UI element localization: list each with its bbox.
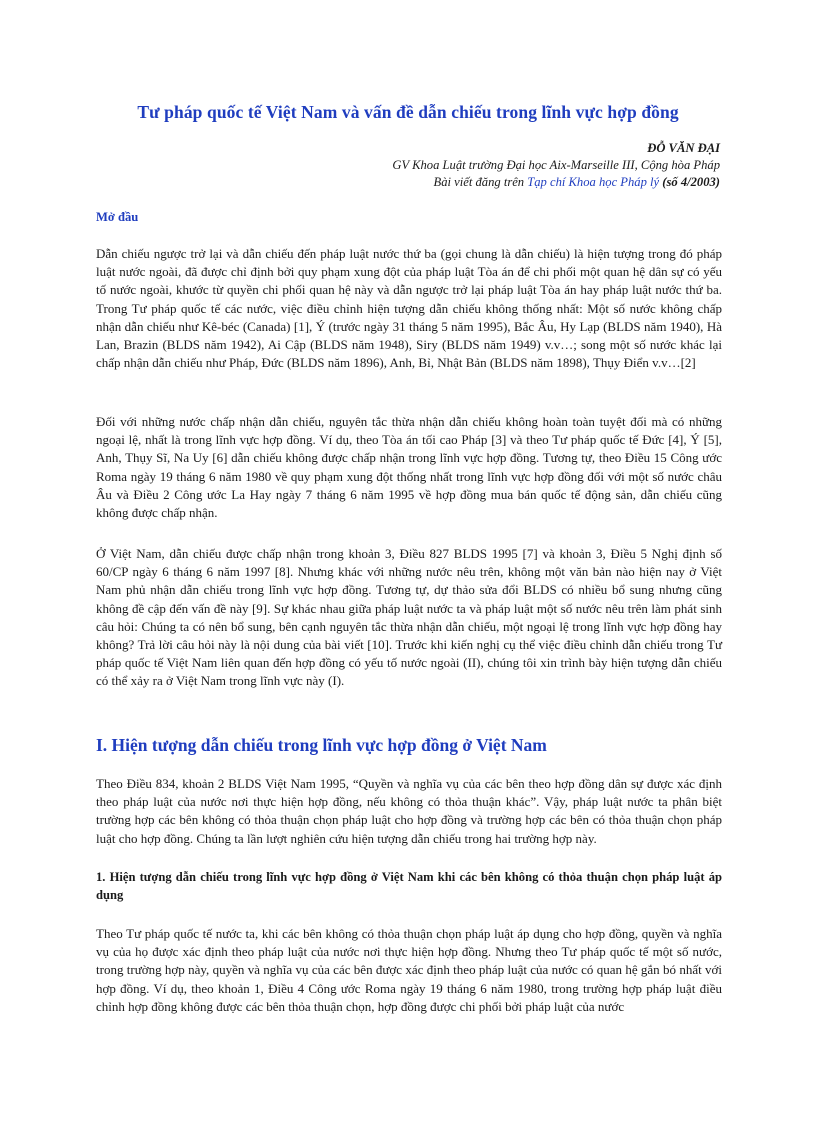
subsection-1-heading: 1. Hiện tượng dẫn chiếu trong lĩnh vực hợp đồng ở Việt Nam khi các bên không có thỏa thuận chọn pháp luật áp dụng bbox=[96, 870, 722, 902]
subsection-1-paragraph: Theo Tư pháp quốc tế nước ta, khi các bên không có thỏa thuận chọn pháp luật áp dụng cho hợp đồng, quyền và nghĩa vụ của họ được xác định theo pháp luật của nước nơi thực hiện hợp đồng. Nhưng theo Tư pháp quốc tế một số nước, trong trường hợp này, quyền và nghĩa vụ của các bên được xác định theo pháp luật của nước có quan hệ gắn bó nhất với hợp đồng. Ví dụ, theo khoản 1, Điều 4 Công ước Roma ngày 19 tháng 6 năm 1980, trong trường hợp pháp luật điều chỉnh hợp đồng không được các bên thỏa thuận chọn, hợp đồng được chi phối bởi pháp luật của nước bbox=[96, 926, 722, 1014]
intro-paragraph-2: Đối với những nước chấp nhận dẫn chiếu, nguyên tắc thừa nhận dẫn chiếu không hoàn toàn tuyệt đối mà có những ngoại lệ, nhất là trong lĩnh vực hợp đồng. Ví dụ, theo Tòa án tối cao Pháp [3] và theo Tư pháp quốc tế Đức [4], Ý [5], Anh, Thụy Sĩ, Na Uy [6] dẫn chiếu không được chấp nhận trong lĩnh vực hợp đồng. Tương tự, theo Điều 15 Công ước Roma ngày 19 tháng 6 năm 1980 về quy phạm xung đột thống nhất trong lĩnh vực hợp đồng đối với một số nước châu Âu và Điều 2 Công ước La Hay ngày 7 tháng 6 năm 1995 về hợp đồng mua bán quốc tế động sản, dẫn chiếu cũng không được chấp nhận. bbox=[96, 414, 722, 521]
source-prefix: Bài viết đăng trên bbox=[433, 175, 528, 189]
source-journal: Tạp chí Khoa học Pháp lý bbox=[527, 175, 660, 189]
byline bbox=[200, 140, 720, 191]
intro-paragraph-1: Dẫn chiếu ngược trở lại và dẫn chiếu đến pháp luật nước thứ ba (gọi chung là dẫn chiếu) là hiện tượng trong đó pháp luật nước ngoài, đã được chỉ định bởi quy phạm xung đột của pháp luật Tòa án để chi phối một quan hệ dân sự có yếu tố nước ngoài, khước từ quyền chi phối quan hệ này và dẫn ngược trở lại pháp luật Tòa án hay pháp luật nước thứ ba. Trong Tư pháp quốc tế các nước, việc điều chỉnh hiện tượng dẫn chiếu không thống nhất: Một số nước không chấp nhận dẫn chiếu như Kê-béc (Canada) [1], Ý (trước ngày 31 tháng 5 năm 1995), Bắc Âu, Hy Lạp (BLDS năm 1940), Hà Lan, Brazin (BLDS năm 1942), Ai Cập (BLDS năm 1948), Siry (BLDS năm 1949) v.v…; song một số nước khác lại chấp nhận dẫn chiếu như Pháp, Đức (BLDS năm 1896), Anh, Bỉ, Nhật Bản (BLDS năm 1898), Thụy Điển v.v…[2] bbox=[96, 246, 722, 371]
publication-source bbox=[200, 174, 720, 191]
section-1-heading: I. Hiện tượng dẫn chiếu trong lĩnh vực hợp đồng ở Việt Nam bbox=[96, 735, 547, 755]
article-title: Tư pháp quốc tế Việt Nam và vấn đề dẫn chiếu trong lĩnh vực hợp đồng bbox=[137, 102, 679, 122]
author-affiliation: GV Khoa Luật trường Đại học Aix-Marseille III, Cộng hòa Pháp bbox=[392, 158, 720, 172]
source-issue: (số 4/2003) bbox=[662, 175, 720, 189]
intro-heading: Mở đầu bbox=[96, 210, 139, 224]
author-name: ĐỖ VĂN ĐẠI bbox=[647, 141, 720, 155]
intro-paragraph-3: Ở Việt Nam, dẫn chiếu được chấp nhận trong khoản 3, Điều 827 BLDS 1995 [7] và khoản 3, Điều 5 Nghị định số 60/CP ngày 6 tháng 6 năm 1997 [8]. Nhưng khác với những nước nêu trên, không một văn bản nào hiện nay ở Việt Nam phủ nhận dẫn chiếu trong lĩnh vực hợp đồng. Tương tự, dự thảo sửa đổi BLDS có nhiều bổ sung nhưng cũng không đề cập đến vấn đề này [9]. Sự khác nhau giữa pháp luật nước ta và pháp luật một số nước nêu trên làm phát sinh câu hỏi: Chúng ta có nên bổ sung, bên cạnh nguyên tắc thừa nhận dẫn chiếu, một ngoại lệ trong lĩnh vực hợp đồng hay không? Trả lời câu hỏi này là nội dung của bài viết [10]. Trước khi kiến nghị cụ thể việc điều chỉnh dẫn chiếu trong Tư pháp quốc tế Việt Nam liên quan đến hợp đồng có yếu tố nước ngoài (II), chúng tôi xin trình bày hiện tượng dẫn chiếu có thể xảy ra ở Việt Nam trong lĩnh vực này (I). bbox=[96, 546, 722, 689]
section-1-paragraph: Theo Điều 834, khoản 2 BLDS Việt Nam 1995, “Quyền và nghĩa vụ của các bên theo hợp đồng dân sự được xác định theo pháp luật của nước nơi thực hiện hợp đồng, nếu không có thỏa thuận khác”. Vậy, pháp luật nước ta phân biệt trường hợp các bên không có thỏa thuận chọn pháp luật cho hợp đồng và trường hợp các bên có thỏa thuận chọn pháp luật cho hợp đồng. Chúng ta lần lượt nghiên cứu hiện tượng dẫn chiếu trong hai trường hợp này. bbox=[96, 776, 722, 846]
